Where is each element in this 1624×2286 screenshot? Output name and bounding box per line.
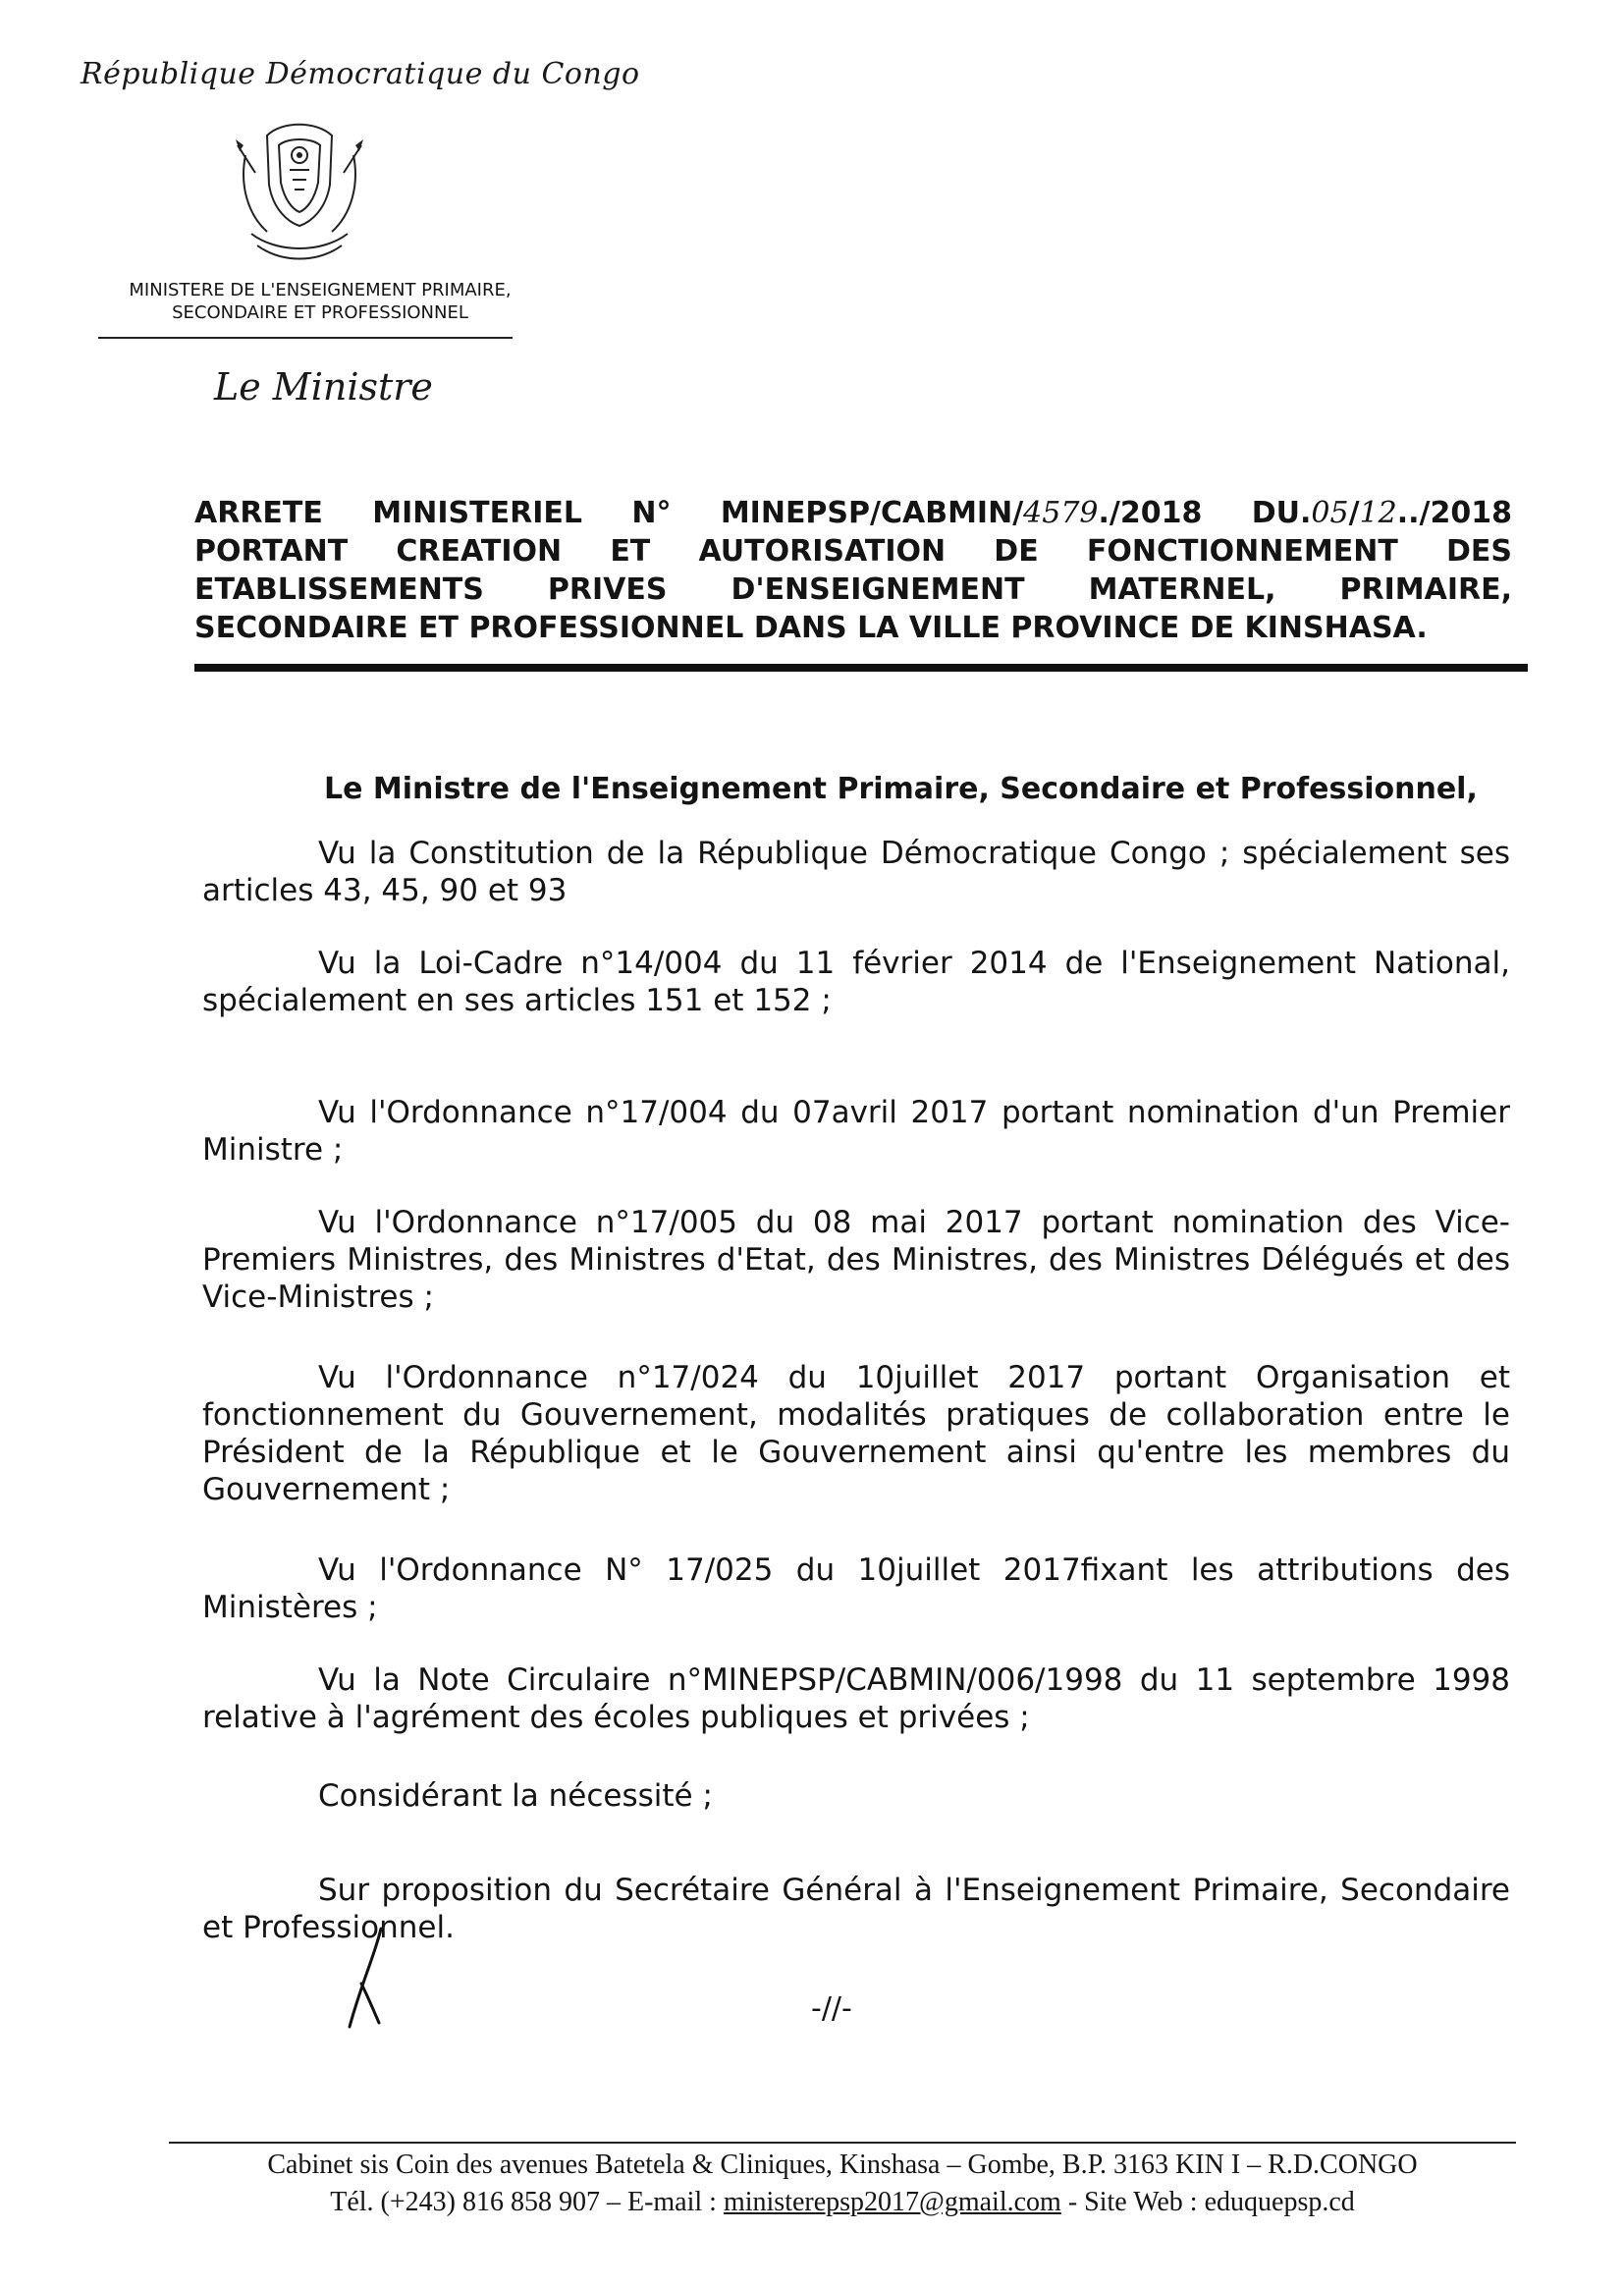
decree-number-prefix: ARRETE MINISTERIEL N° MINEPSP/CABMIN/ (194, 496, 1024, 530)
footer-address: Cabinet sis Coin des avenues Batetela & Cliniques, Kinshasa – Gombe, B.P. 3163 KIN I – R.D.CONGO (267, 2150, 1418, 2180)
clause-considerant: Considérant la nécessité ; (318, 1778, 713, 1814)
decree-year: ./2018 DU. (1098, 496, 1312, 530)
decree-title-line-1: ARRETE MINISTERIEL N° MINEPSP/CABMIN/4579./2018 DU.05/12../2018 (194, 496, 1512, 530)
coat-of-arms-emblem (228, 116, 371, 265)
decree-month-handwritten: 12 (1359, 496, 1397, 530)
decree-number-handwritten: 4579 (1023, 496, 1099, 530)
footer-email-link[interactable]: ministerepsp2017@gmail.com (723, 2187, 1061, 2217)
page-continuation-marker: -//- (811, 1991, 852, 2026)
ministry-line-2: SECONDAIRE ET PROFESSIONNEL (172, 302, 468, 323)
ministry-name (98, 279, 542, 324)
clause-proposition: Sur proposition du Secrétaire Général à l'Enseignement Primaire, Secondaire et Professionnel. (202, 1873, 1510, 1945)
decree-title-line-3: ETABLISSEMENTS PRIVES D'ENSEIGNEMENT MATERNEL, PRIMAIRE, (194, 572, 1512, 607)
clause-ordonnance-17-024: Vu l'Ordonnance n°17/024 du 10juillet 2017 portant Organisation et fonctionnement du Gouvernement, modalités pratiques de collaboration entre le Président de la République et le Gouvernement ainsi qu'entre les membres du Gouvernement ; (202, 1360, 1510, 1507)
clause-ordonnance-17-005: Vu l'Ordonnance n°17/005 du 08 mai 2017 portant nomination des Vice-Premiers Ministres, des Ministres d'Etat, des Ministres, des Ministres Délégués et des Vice-Ministres ; (202, 1205, 1510, 1315)
clause-ordonnance-17-004: Vu l'Ordonnance n°17/004 du 07avril 2017 portant nomination d'un Premier Ministre ; (202, 1095, 1510, 1168)
clause-constitution: Vu la Constitution de la République Démocratique Congo ; spécialement ses articles 43, 45, 90 et 93 (202, 836, 1510, 908)
decree-title-line-4: SECONDAIRE ET PROFESSIONNEL DANS LA VILLE PROVINCE DE KINSHASA. (194, 611, 1428, 645)
footer-divider (169, 2142, 1516, 2144)
republic-heading: République Démocratique du Congo (81, 57, 640, 91)
decree-day-handwritten: 05 (1311, 496, 1349, 530)
ministry-line-1: MINISTERE DE L'ENSEIGNEMENT PRIMAIRE, (129, 280, 512, 300)
signatory-title: Le Ministre (214, 365, 433, 408)
header-divider (98, 337, 513, 339)
footer (169, 2147, 1516, 2221)
decree-date-year: ../2018 (1396, 496, 1512, 530)
decree-title-line-2: PORTANT CREATION ET AUTORISATION DE FONCTIONNEMENT DES (194, 534, 1512, 569)
decree-title (194, 494, 1512, 647)
clause-note-circulaire: Vu la Note Circulaire n°MINEPSP/CABMIN/006/1998 du 11 septembre 1998 relative à l'agrément des écoles publiques et privées ; (202, 1662, 1510, 1735)
title-underline (194, 664, 1528, 672)
footer-website: - Site Web : eduquepsp.cd (1060, 2187, 1355, 2217)
footer-tel: Tél. (+243) 816 858 907 – E-mail : (330, 2187, 724, 2217)
preamble: Le Ministre de l'Enseignement Primaire, Secondaire et Professionnel, (324, 772, 1478, 806)
clause-loi-cadre: Vu la Loi-Cadre n°14/004 du 11 février 2014 de l'Enseignement National, spécialement en ses articles 151 et 152 ; (202, 946, 1510, 1018)
clause-ordonnance-17-025: Vu l'Ordonnance N° 17/025 du 10juillet 2017fixant les attributions des Ministères ; (202, 1552, 1510, 1625)
initial-mark (332, 1925, 395, 2031)
